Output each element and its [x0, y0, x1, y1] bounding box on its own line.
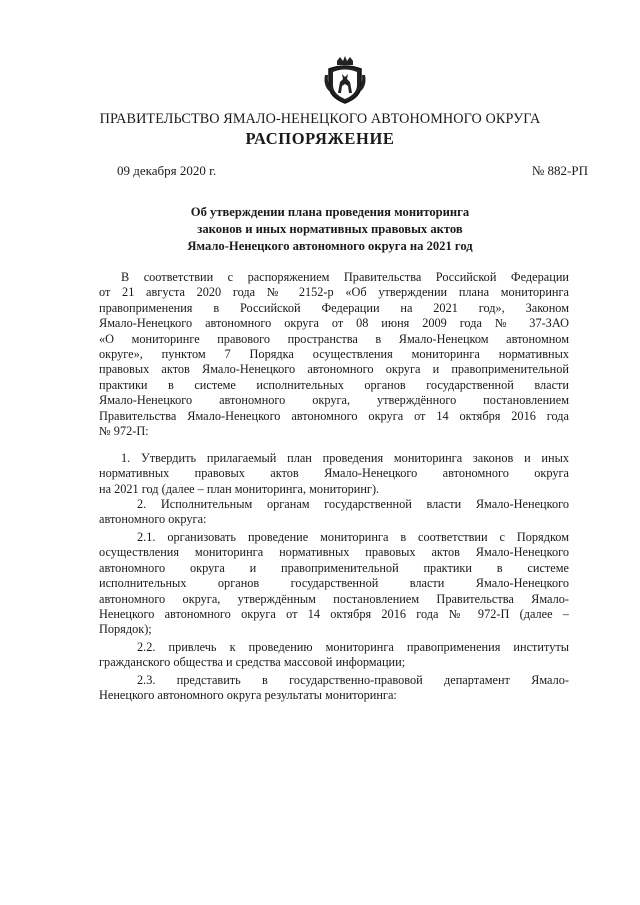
- item-2-3-paragraph: [99, 673, 569, 704]
- text-line: В соответствии с распоряжением Правительства Российской Федерации: [121, 270, 569, 284]
- text-line: Ямало-Ненецкого автономного округа, утверждённого постановлением: [99, 393, 569, 408]
- text-line: 1. Утвердить прилагаемый план проведения мониторинга законов и иных: [121, 451, 569, 465]
- text-line: 2.3. представить в государственно-правовой департамент Ямало-: [137, 673, 569, 687]
- text-line: 2.1. организовать проведение мониторинга в соответствии с Порядком: [137, 530, 569, 544]
- document-subject: [100, 204, 560, 255]
- text-line: округе», пунктом 7 Порядка осуществления мониторинга нормативных: [99, 346, 569, 361]
- text-line: Ненецкого автономного округа от 14 октября 2016 года № 972-П (далее –: [99, 606, 569, 621]
- text-line: 2. Исполнительным органам государственной власти Ямало-Ненецкого: [137, 497, 569, 511]
- text-line: автономного округа и правоприменительной практики в системе: [99, 560, 569, 575]
- text-line: на 2021 год (далее – план мониторинга, мониторинг).: [99, 481, 380, 496]
- item-2-paragraph: [99, 497, 569, 528]
- text-line: автономного округа, утверждённым постановлением Правительства Ямало-: [99, 591, 569, 606]
- text-line: от 21 августа 2020 года № 2152-р «Об утверждении плана мониторинга: [99, 285, 569, 300]
- text-line: практики в системе исполнительных органов государственной власти: [99, 377, 569, 392]
- text-line: Ненецкого автономного округа результаты мониторинга:: [99, 688, 397, 703]
- text-line: нормативных правовых актов Ямало-Ненецкого автономного округа: [99, 466, 569, 481]
- text-line: гражданского общества и средства массовой информации;: [99, 655, 406, 670]
- item-2-2-paragraph: [99, 640, 569, 671]
- text-line: № 972-П:: [99, 423, 149, 438]
- yamal-coat-of-arms-icon: [323, 55, 367, 105]
- document-date: 09 декабря 2020 г.: [117, 163, 217, 178]
- document-type: РАСПОРЯЖЕНИЕ: [245, 129, 395, 148]
- text-line: осуществления мониторинга нормативных правовых актов Ямало-Ненецкого: [99, 545, 569, 560]
- text-line: автономного округа:: [99, 512, 207, 527]
- text-line: правовых актов Ямало-Ненецкого автономного округа и правоприменительной: [99, 362, 569, 377]
- text-line: Ямало-Ненецкого автономного округа от 08 июня 2009 года № 37-ЗАО: [99, 316, 569, 331]
- text-line: правоприменения в Российской Федерации на 2021 год», Законом: [99, 300, 569, 315]
- text-line: исполнительных органов государственной власти Ямало-Ненецкого: [99, 576, 569, 591]
- document-number: № 882-РП: [531, 163, 588, 178]
- text-line: «О мониторинге правового пространства в Ямало-Ненецком автономном: [99, 331, 569, 346]
- subject-line: законов и иных нормативных правовых актов: [197, 222, 463, 236]
- item-1-paragraph: [99, 451, 569, 497]
- preamble-paragraph: [99, 270, 569, 439]
- government-name: ПРАВИТЕЛЬСТВО ЯМАЛО-НЕНЕЦКОГО АВТОНОМНОГО ОКРУГА: [99, 111, 541, 127]
- text-line: 2.2. привлечь к проведению мониторинга правоприменения институты: [137, 640, 569, 654]
- text-line: Правительства Ямало-Ненецкого автономного округа от 14 октября 2016 года: [99, 408, 569, 423]
- text-line: Порядок);: [99, 622, 152, 637]
- subject-line: Об утверждении плана проведения мониторинга: [190, 205, 470, 219]
- item-2-1-paragraph: [99, 530, 569, 638]
- subject-line: Ямало-Ненецкого автономного округа на 2021 год: [187, 239, 473, 253]
